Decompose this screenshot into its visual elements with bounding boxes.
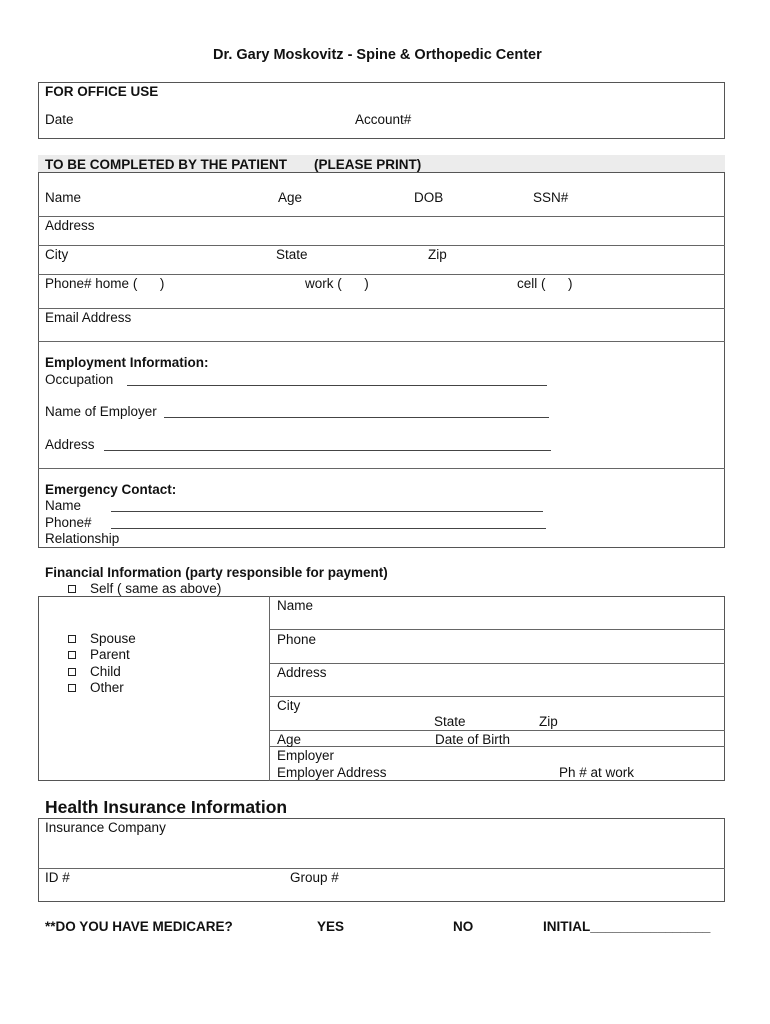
employer-address-label: Address xyxy=(45,437,95,452)
row-divider xyxy=(269,730,725,731)
financial-employer-address-field[interactable]: Employer Address xyxy=(277,765,387,780)
insurance-group-field[interactable]: Group # xyxy=(290,870,339,885)
patient-ssn-field[interactable]: SSN# xyxy=(533,190,569,205)
page-title: Dr. Gary Moskovitz - Spine & Orthopedic Center xyxy=(213,47,542,63)
financial-box xyxy=(38,596,725,781)
checkbox-icon[interactable] xyxy=(68,585,76,593)
financial-zip-field[interactable]: Zip xyxy=(539,714,558,729)
financial-heading: Financial Information (party responsible for payment) xyxy=(45,565,388,580)
medicare-no-option[interactable]: NO xyxy=(453,919,474,934)
patient-age-field[interactable]: Age xyxy=(278,190,303,205)
patient-address-field[interactable]: Address xyxy=(45,218,95,233)
row-divider xyxy=(269,663,725,664)
financial-dob-field[interactable]: Date of Birth xyxy=(435,732,511,747)
emergency-name-label: Name xyxy=(45,498,82,513)
emergency-phone-label: Phone# xyxy=(45,515,92,530)
employment-heading: Employment Information: xyxy=(45,355,209,370)
employer-label: Name of Employer xyxy=(45,404,157,419)
insurance-id-field[interactable]: ID # xyxy=(45,870,70,885)
patient-zip-field[interactable]: Zip xyxy=(428,247,447,262)
row-divider xyxy=(38,341,725,342)
insurance-heading: Health Insurance Information xyxy=(45,797,288,817)
emergency-name-line[interactable] xyxy=(111,511,543,512)
occupation-line[interactable] xyxy=(127,385,547,386)
option-parent[interactable] xyxy=(68,647,130,662)
office-use-heading: FOR OFFICE USE xyxy=(45,84,159,99)
medicare-initial-field[interactable]: INITIAL________________ xyxy=(543,919,711,934)
checkbox-icon[interactable] xyxy=(68,684,76,692)
option-spouse[interactable] xyxy=(68,631,136,646)
office-account-label[interactable]: Account# xyxy=(355,112,412,127)
patient-phone-home-field[interactable]: Phone# home ( ) xyxy=(45,276,165,291)
emergency-relationship-label[interactable]: Relationship xyxy=(45,531,120,546)
option-label: Spouse xyxy=(90,631,136,646)
patient-dob-field[interactable]: DOB xyxy=(414,190,444,205)
option-other[interactable] xyxy=(68,680,124,695)
row-divider xyxy=(38,308,725,309)
checkbox-icon[interactable] xyxy=(68,668,76,676)
insurance-company-field[interactable]: Insurance Company xyxy=(45,820,166,835)
self-option-label: Self ( same as above) xyxy=(90,581,222,596)
row-divider xyxy=(38,274,725,275)
option-label: Child xyxy=(90,664,121,679)
financial-ph-work-field[interactable]: Ph # at work xyxy=(559,765,635,780)
row-divider xyxy=(38,868,725,869)
emergency-heading: Emergency Contact: xyxy=(45,482,177,497)
employer-address-line[interactable] xyxy=(104,450,551,451)
financial-employer-field[interactable]: Employer xyxy=(277,748,335,763)
medicare-question: **DO YOU HAVE MEDICARE? xyxy=(45,919,233,934)
please-print-label: (PLEASE PRINT) xyxy=(314,157,422,172)
financial-phone-field[interactable]: Phone xyxy=(277,632,317,647)
row-divider xyxy=(38,245,725,246)
financial-name-field[interactable]: Name xyxy=(277,598,314,613)
patient-phone-cell-field[interactable]: cell ( ) xyxy=(517,276,573,291)
option-label: Parent xyxy=(90,647,130,662)
patient-heading: TO BE COMPLETED BY THE PATIENT xyxy=(45,157,288,172)
patient-city-field[interactable]: City xyxy=(45,247,69,262)
financial-state-field[interactable]: State xyxy=(434,714,466,729)
checkbox-icon[interactable] xyxy=(68,635,76,643)
financial-address-field[interactable]: Address xyxy=(277,665,327,680)
row-divider xyxy=(38,468,725,469)
financial-age-field[interactable]: Age xyxy=(277,732,302,747)
row-divider xyxy=(38,216,725,217)
emergency-phone-line[interactable] xyxy=(111,528,546,529)
option-label: Other xyxy=(90,680,124,695)
row-divider xyxy=(269,696,725,697)
employer-line[interactable] xyxy=(164,417,549,418)
row-divider xyxy=(269,629,725,630)
checkbox-icon[interactable] xyxy=(68,651,76,659)
financial-city-field[interactable]: City xyxy=(277,698,301,713)
option-child[interactable] xyxy=(68,664,121,679)
self-option[interactable] xyxy=(68,581,221,596)
patient-email-field[interactable]: Email Address xyxy=(45,310,132,325)
financial-column-divider xyxy=(269,596,270,781)
medicare-yes-option[interactable]: YES xyxy=(317,919,345,934)
occupation-label: Occupation xyxy=(45,372,114,387)
office-date-label[interactable]: Date xyxy=(45,112,74,127)
patient-phone-work-field[interactable]: work ( ) xyxy=(305,276,369,291)
patient-state-field[interactable]: State xyxy=(276,247,308,262)
patient-name-field[interactable]: Name xyxy=(45,190,82,205)
